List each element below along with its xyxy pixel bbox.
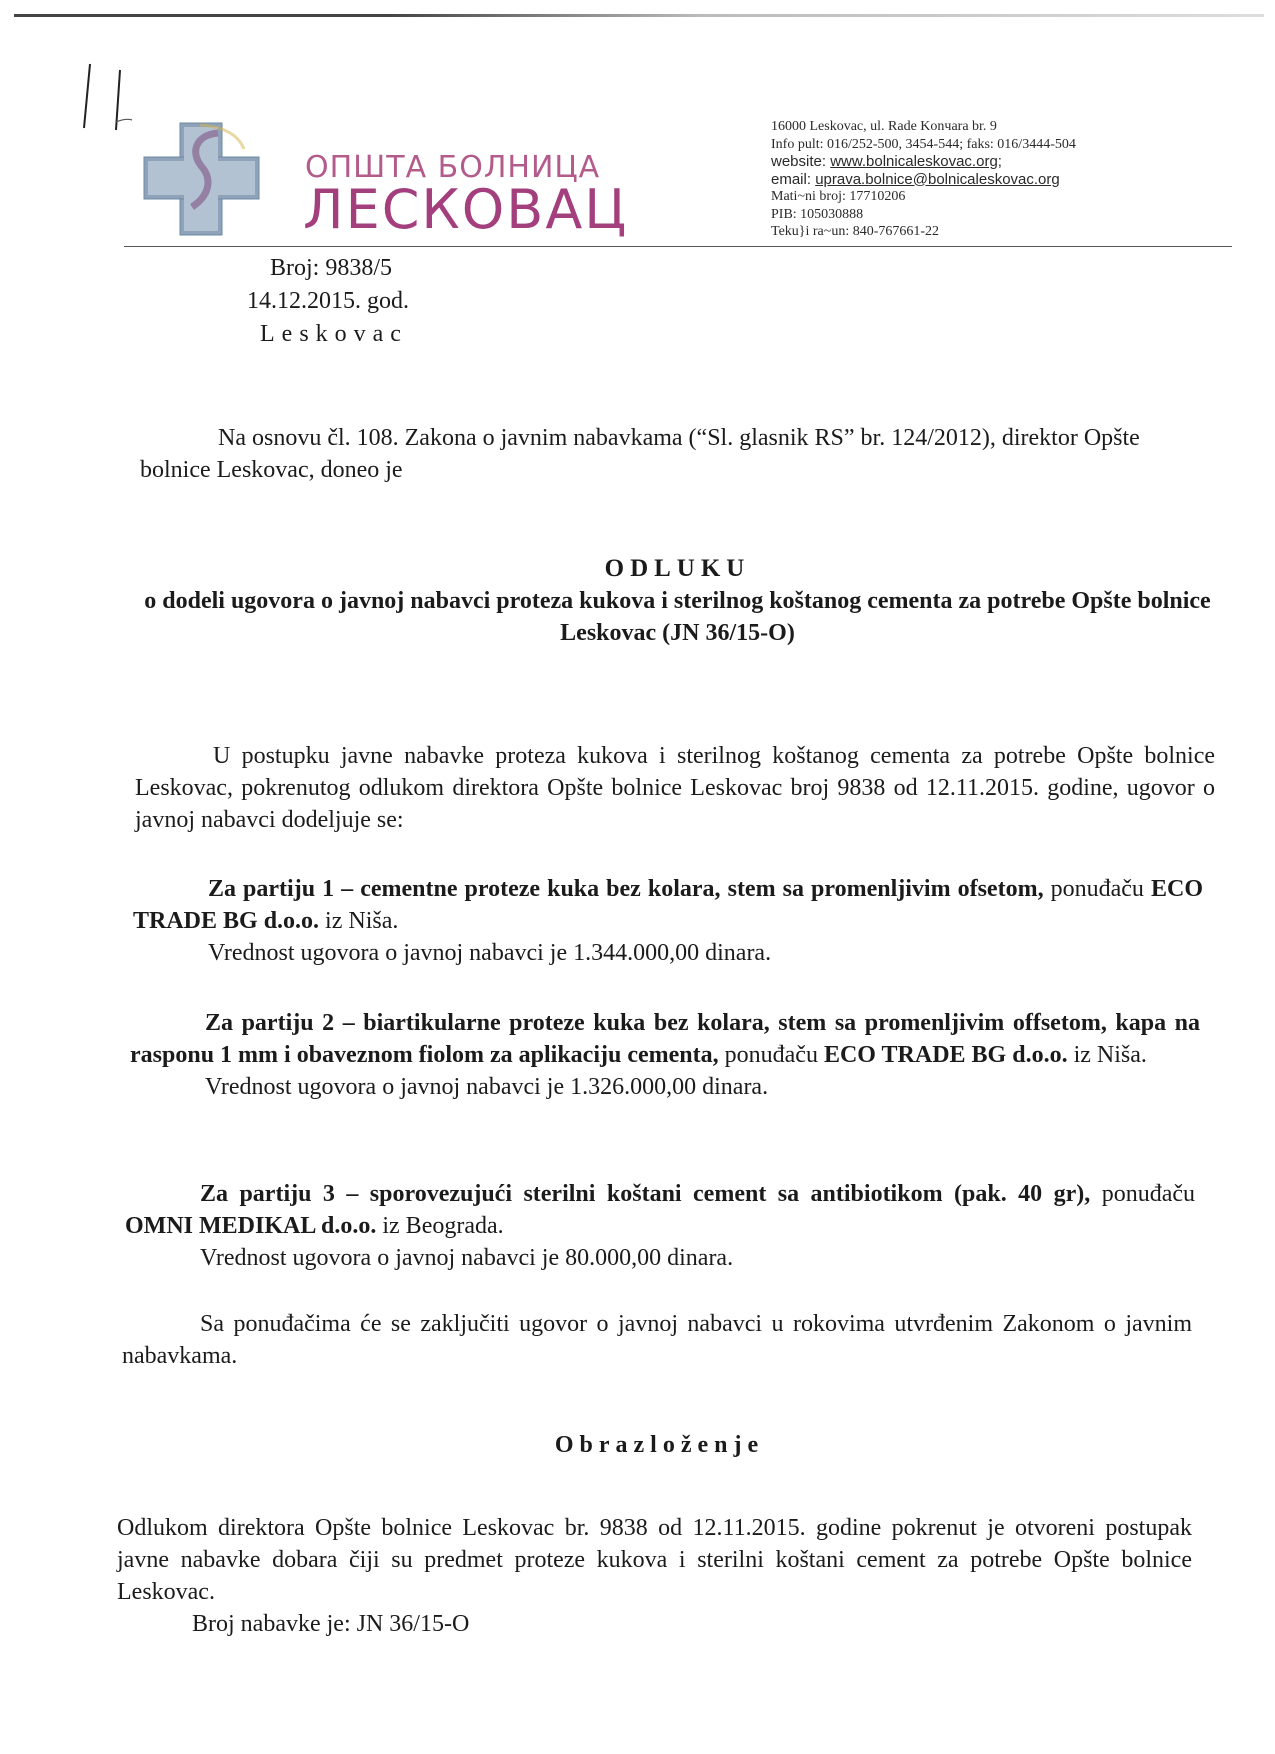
- handwritten-mark: [80, 62, 140, 132]
- lot-1-bidder: ECO TRADE BG d.o.o.: [133, 876, 1203, 934]
- lot-1-bidder-label: ponuđaču: [1050, 876, 1144, 902]
- lot-3: [125, 1178, 1195, 1274]
- procedure-paragraph: U postupku javne nabavke proteza kukova i sterilnog koštanog cementa za potrebe Opšte bolnice Leskovac, pokrenutog odlukom direktora Opšte bolnice Leskovac broj 9838 od 12.11.2015. godine, ugovor o javnoj nabavci dodeljuje se:: [135, 743, 1215, 833]
- email-label: email:: [771, 170, 816, 188]
- lot-2-bidder: ECO TRADE BG d.o.o.: [823, 1042, 1068, 1068]
- lot-3-title: Za partiju 3 – sporovezujući sterilni koštani cement sa antibiotikom (pak. 40 gr),: [200, 1181, 1091, 1207]
- decision-title: ODLUKU: [604, 555, 751, 582]
- contact-address: 16000 Leskovac, ul. Rade Konчara br. 9: [771, 119, 997, 134]
- decision-subtitle: o dodeli ugovora o javnoj nabavci proteza kukova i sterilnog koštanog cementa za potrebe Opšte bolnice Leskovac (JN 36/15-O): [144, 588, 1211, 646]
- hospital-cross-logo: [140, 115, 265, 240]
- header-divider: [124, 246, 1232, 247]
- lot-3-description: [125, 1178, 1195, 1242]
- explanation-heading: Obrazloženje: [554, 1432, 765, 1458]
- lot-2-value: Vrednost ugovora o javnoj nabavci je 1.326.000,00 dinara.: [205, 1074, 769, 1100]
- document-number: Broj: 9838/5: [270, 255, 393, 281]
- website-label: website:: [771, 153, 831, 170]
- website-link[interactable]: www.bolnicaleskovac.org: [830, 153, 998, 170]
- lot-1-description: [133, 873, 1203, 937]
- top-border-line: [14, 14, 1264, 17]
- contact-block: [771, 118, 1241, 241]
- lot-3-bidder-label: ponuđaču: [1101, 1181, 1195, 1207]
- lot-2-city: iz Niša.: [1073, 1042, 1147, 1068]
- contact-email-line: [771, 171, 1241, 189]
- lot-2-title: Za partiju 2 – biartikularne proteze kuka bez kolara, stem sa promenljivim offsetom, kapa na rasponu 1 mm i obaveznom fiolom za aplikaciju cementa,: [130, 1010, 1200, 1068]
- contact-website-line: [771, 153, 1241, 171]
- lot-1-title: Za partiju 1 – cementne proteze kuka bez kolara, stem sa promenljivim ofsetom,: [208, 876, 1044, 902]
- explanation-section: [117, 1512, 1192, 1640]
- explanation-paragraph: Odlukom direktora Opšte bolnice Leskovac br. 9838 od 12.11.2015. godine pokrenut je otvoreni postupak javne nabavke dobara čiji su predmet proteze kukova i sterilni koštani cement za potrebe Opšte bolnice Leskovac.: [117, 1515, 1192, 1605]
- contact-registry: Mati~ni broj: 17710206: [771, 189, 906, 204]
- website-suffix: ;: [997, 153, 1002, 170]
- brand-line-1: ОПШТА БОЛНИЦА: [305, 150, 601, 185]
- lot-2-bidder-label: ponuđaču: [724, 1042, 818, 1068]
- lot-2-description: [130, 1007, 1200, 1071]
- conclusion-paragraph: Sa ponuđačima će se zaključiti ugovor o javnoj nabavci u rokovima utvrđenim Zakonom o javnim nabavkama.: [122, 1311, 1192, 1369]
- document-place: Leskovac: [260, 321, 408, 347]
- intro-paragraph: Na osnovu čl. 108. Zakona o javnim nabavkama (“Sl. glasnik RS” br. 124/2012), direktor Opšte bolnice Leskovac, doneo je: [140, 425, 1140, 483]
- email-link[interactable]: uprava.bolnice@bolnicaleskovac.org: [815, 170, 1060, 188]
- decision-title-block: [140, 553, 1215, 649]
- lot-1: [133, 873, 1203, 969]
- lot-3-city: iz Beograda.: [382, 1213, 504, 1239]
- procurement-number: Broj nabavke je: JN 36/15-O: [192, 1611, 470, 1637]
- lot-3-value: Vrednost ugovora o javnoj nabavci je 80.000,00 dinara.: [200, 1245, 734, 1271]
- lot-1-value: Vrednost ugovora o javnoj nabavci je 1.344.000,00 dinara.: [208, 940, 772, 966]
- lot-1-city: iz Niša.: [325, 908, 399, 934]
- brand-line-2: ЛЕСКОВАЦ: [303, 178, 629, 241]
- lot-3-bidder: OMNI MEDIKAL d.o.o.: [125, 1213, 377, 1239]
- contact-pib: PIB: 105030888: [771, 206, 864, 222]
- contact-phones: Info pult: 016/252-500, 3454-544; faks: 016/3444-504: [771, 136, 1076, 152]
- lot-2: [130, 1007, 1200, 1103]
- document-date: 14.12.2015. god.: [247, 288, 409, 314]
- contact-account: Teku}i ra~un: 840-767661-22: [771, 224, 940, 239]
